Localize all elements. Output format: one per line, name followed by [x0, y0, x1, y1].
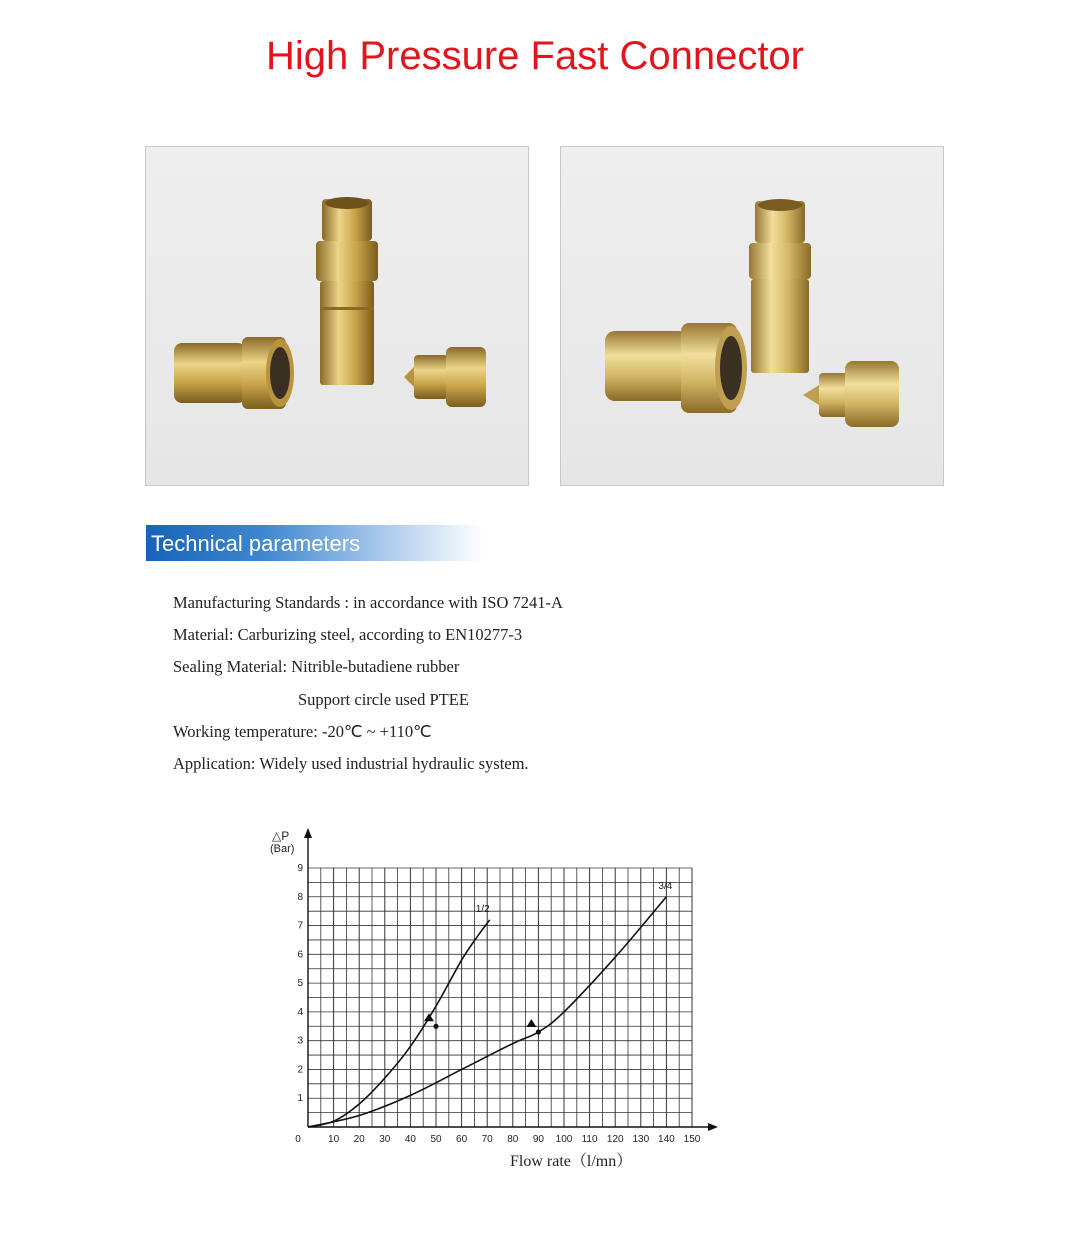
- x-tick-label: 50: [430, 1134, 442, 1145]
- y-axis-arrow-icon: [304, 828, 312, 838]
- coupler-photo-2: [560, 146, 944, 486]
- x-tick-label: 70: [481, 1134, 493, 1145]
- chart-series: [308, 881, 673, 1127]
- spec-standards: Manufacturing Standards : in accordance with ISO 7241-A: [173, 593, 563, 612]
- spec-material: Material: Carburizing steel, according to EN10277-3: [173, 625, 523, 645]
- x-tick-label: 40: [404, 1134, 416, 1145]
- y-tick-label: 9: [297, 863, 303, 874]
- y-tick-label: 7: [297, 920, 303, 932]
- x-tick-label: 120: [606, 1134, 624, 1145]
- y-axis-label-unit: (Bar): [270, 843, 295, 855]
- x-tick-label: 100: [555, 1134, 573, 1145]
- coupler-photo-1: [145, 146, 529, 486]
- x-tick-label: 150: [683, 1134, 701, 1145]
- series-line-0: [308, 920, 490, 1127]
- x-tick-label: 10: [328, 1134, 340, 1145]
- series-label: 1/2: [475, 903, 490, 915]
- y-tick-label: 2: [297, 1064, 303, 1076]
- y-tick-label: 3: [297, 1035, 303, 1047]
- spec-list: [173, 592, 563, 785]
- x-tick-label: 60: [456, 1134, 468, 1145]
- y-tick-label: 8: [297, 891, 303, 903]
- series-marker-dot: [536, 1029, 541, 1034]
- y-tick-label: 6: [297, 949, 303, 961]
- x-tick-label: 90: [532, 1134, 544, 1145]
- spec-application: Application: Widely used industrial hydraulic system.: [173, 753, 529, 773]
- y-tick-label: 5: [297, 978, 303, 990]
- series-marker-dot: [433, 1024, 438, 1029]
- triangle-marker-icon: [424, 1013, 434, 1021]
- x-tick-label: 30: [379, 1134, 391, 1145]
- spec-temperature: Working temperature: -20℃ ~ +110℃: [173, 721, 432, 741]
- x-tick-label: 80: [507, 1134, 519, 1145]
- section-heading: Technical parameters: [151, 531, 361, 556]
- origin-label: 0: [295, 1134, 301, 1145]
- y-tick-label: 1: [297, 1093, 303, 1105]
- x-tick-label: 20: [353, 1134, 365, 1145]
- series-label: 3/4: [658, 880, 673, 892]
- chart-axes: [295, 828, 718, 1145]
- spec-support-circle: Support circle used PTEE: [298, 689, 469, 709]
- triangle-marker-icon: [526, 1019, 536, 1027]
- spec-sealing: Sealing Material: Nitrible-butadiene rubber: [173, 657, 460, 677]
- x-axis-arrow-icon: [708, 1123, 718, 1131]
- x-tick-label: 130: [632, 1134, 650, 1145]
- y-axis-label-symbol: △P: [272, 829, 290, 843]
- section-heading-bar: [146, 525, 484, 561]
- pressure-drop-chart: [250, 820, 730, 1180]
- y-tick-label: 4: [297, 1006, 303, 1018]
- page-title: High Pressure Fast Connector: [265, 34, 804, 78]
- chart-grid: [308, 868, 692, 1127]
- x-tick-label: 110: [581, 1134, 598, 1145]
- x-axis-label: Flow rate（l/mn）: [510, 1153, 633, 1170]
- x-tick-label: 140: [658, 1134, 675, 1145]
